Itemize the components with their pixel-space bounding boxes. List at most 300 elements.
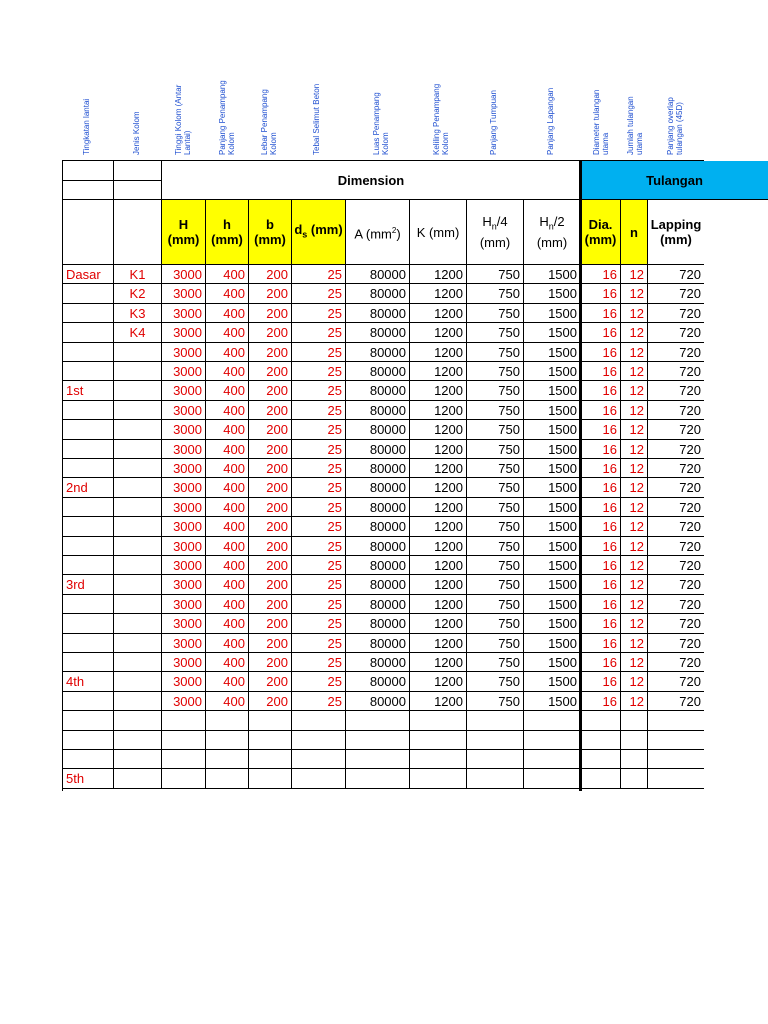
data-cell[interactable]: 16 xyxy=(581,537,621,556)
data-cell[interactable]: 80000 xyxy=(346,556,410,575)
data-cell[interactable]: 25 xyxy=(292,362,346,381)
data-cell[interactable]: 16 xyxy=(581,420,621,440)
floor-cell[interactable] xyxy=(63,517,114,537)
floor-cell[interactable] xyxy=(63,653,114,672)
floor-cell[interactable] xyxy=(63,692,114,711)
column-header-5[interactable] xyxy=(346,200,410,265)
data-cell[interactable]: 1200 xyxy=(410,595,467,614)
data-cell[interactable]: 200 xyxy=(249,556,292,575)
data-cell[interactable]: 12 xyxy=(621,381,648,401)
floor-cell[interactable] xyxy=(63,343,114,362)
data-cell[interactable]: 16 xyxy=(581,517,621,537)
data-cell[interactable]: 25 xyxy=(292,692,346,711)
data-cell[interactable] xyxy=(648,731,704,750)
data-cell[interactable]: 750 xyxy=(467,284,524,304)
data-cell[interactable]: 16 xyxy=(581,595,621,614)
data-cell[interactable] xyxy=(410,731,467,750)
data-cell[interactable]: 750 xyxy=(467,595,524,614)
data-cell[interactable]: 80000 xyxy=(346,440,410,459)
data-cell[interactable]: 1500 xyxy=(524,265,581,284)
data-cell[interactable]: 1200 xyxy=(410,537,467,556)
data-cell[interactable]: 750 xyxy=(467,343,524,362)
data-cell[interactable]: 25 xyxy=(292,284,346,304)
data-cell[interactable]: 1200 xyxy=(410,672,467,692)
data-cell[interactable]: 750 xyxy=(467,265,524,284)
floor-cell[interactable] xyxy=(63,537,114,556)
data-cell[interactable]: 80000 xyxy=(346,692,410,711)
floor-cell[interactable] xyxy=(63,284,114,304)
data-cell[interactable]: 25 xyxy=(292,556,346,575)
data-cell[interactable]: 720 xyxy=(648,672,704,692)
dimension-group-header[interactable]: Dimension xyxy=(162,161,581,200)
data-cell[interactable]: 1500 xyxy=(524,556,581,575)
data-cell[interactable]: 720 xyxy=(648,420,704,440)
column-type-cell[interactable] xyxy=(114,575,162,595)
data-cell[interactable]: 400 xyxy=(206,692,249,711)
column-type-cell[interactable] xyxy=(114,769,162,789)
column-type-cell[interactable] xyxy=(114,517,162,537)
data-cell[interactable]: 12 xyxy=(621,343,648,362)
data-cell[interactable]: 80000 xyxy=(346,323,410,343)
data-cell[interactable]: 1500 xyxy=(524,401,581,420)
floor-cell[interactable]: 3rd xyxy=(63,575,114,595)
data-cell[interactable]: 12 xyxy=(621,362,648,381)
data-cell[interactable] xyxy=(206,711,249,731)
data-cell[interactable]: 750 xyxy=(467,517,524,537)
data-cell[interactable]: 25 xyxy=(292,420,346,440)
header-empty-cell[interactable] xyxy=(114,200,162,265)
data-cell[interactable]: 25 xyxy=(292,343,346,362)
column-header-7[interactable] xyxy=(467,200,524,265)
data-cell[interactable]: 720 xyxy=(648,653,704,672)
data-cell[interactable]: 1500 xyxy=(524,420,581,440)
data-cell[interactable]: 25 xyxy=(292,634,346,653)
data-cell[interactable]: 12 xyxy=(621,672,648,692)
data-cell[interactable]: 400 xyxy=(206,323,249,343)
data-cell[interactable]: 750 xyxy=(467,498,524,517)
data-cell[interactable]: 200 xyxy=(249,537,292,556)
floor-cell[interactable] xyxy=(63,459,114,478)
data-cell[interactable]: 1200 xyxy=(410,459,467,478)
data-cell[interactable]: 16 xyxy=(581,304,621,323)
data-cell[interactable]: 1500 xyxy=(524,323,581,343)
data-cell[interactable] xyxy=(524,711,581,731)
data-cell[interactable]: 80000 xyxy=(346,672,410,692)
column-type-cell[interactable] xyxy=(114,440,162,459)
data-cell[interactable]: 25 xyxy=(292,401,346,420)
data-cell[interactable]: 720 xyxy=(648,634,704,653)
data-cell[interactable]: 1500 xyxy=(524,595,581,614)
floor-cell[interactable] xyxy=(63,440,114,459)
data-cell[interactable] xyxy=(467,750,524,769)
data-cell[interactable]: 1500 xyxy=(524,498,581,517)
data-cell[interactable]: 200 xyxy=(249,575,292,595)
data-cell[interactable]: 3000 xyxy=(162,323,206,343)
column-type-cell[interactable] xyxy=(114,362,162,381)
data-cell[interactable]: 80000 xyxy=(346,634,410,653)
data-cell[interactable] xyxy=(162,769,206,789)
data-cell[interactable]: 80000 xyxy=(346,537,410,556)
data-cell[interactable]: 16 xyxy=(581,614,621,634)
data-cell[interactable]: 3000 xyxy=(162,556,206,575)
data-cell[interactable]: 25 xyxy=(292,517,346,537)
data-cell[interactable]: 25 xyxy=(292,614,346,634)
data-cell[interactable]: 720 xyxy=(648,381,704,401)
data-cell[interactable]: 1200 xyxy=(410,381,467,401)
floor-cell[interactable] xyxy=(63,711,114,731)
data-cell[interactable]: 12 xyxy=(621,556,648,575)
data-cell[interactable]: 1200 xyxy=(410,362,467,381)
data-cell[interactable]: 720 xyxy=(648,478,704,498)
column-type-cell[interactable] xyxy=(114,420,162,440)
data-cell[interactable]: 750 xyxy=(467,692,524,711)
column-header-10[interactable] xyxy=(621,200,648,265)
data-cell[interactable] xyxy=(206,769,249,789)
data-cell[interactable]: 3000 xyxy=(162,672,206,692)
data-cell[interactable]: 200 xyxy=(249,459,292,478)
data-cell[interactable]: 80000 xyxy=(346,478,410,498)
data-cell[interactable]: 200 xyxy=(249,634,292,653)
data-cell[interactable]: 200 xyxy=(249,440,292,459)
data-cell[interactable]: 80000 xyxy=(346,362,410,381)
data-cell[interactable]: 750 xyxy=(467,537,524,556)
data-cell[interactable]: 400 xyxy=(206,634,249,653)
column-type-cell[interactable] xyxy=(114,653,162,672)
floor-cell[interactable] xyxy=(63,614,114,634)
header-empty-cell[interactable] xyxy=(63,200,114,265)
data-cell[interactable] xyxy=(346,769,410,789)
data-cell[interactable]: 200 xyxy=(249,304,292,323)
data-cell[interactable]: 1500 xyxy=(524,304,581,323)
data-cell[interactable]: 1500 xyxy=(524,440,581,459)
data-cell[interactable]: 750 xyxy=(467,401,524,420)
data-cell[interactable]: 200 xyxy=(249,323,292,343)
data-cell[interactable]: 200 xyxy=(249,401,292,420)
data-cell[interactable]: 3000 xyxy=(162,440,206,459)
data-cell[interactable]: 1500 xyxy=(524,634,581,653)
column-type-cell[interactable]: K4 xyxy=(114,323,162,343)
column-type-cell[interactable]: K2 xyxy=(114,284,162,304)
column-type-cell[interactable] xyxy=(114,459,162,478)
data-cell[interactable]: 12 xyxy=(621,420,648,440)
column-type-cell[interactable] xyxy=(114,401,162,420)
data-cell[interactable]: 1200 xyxy=(410,498,467,517)
data-cell[interactable]: 12 xyxy=(621,517,648,537)
column-type-cell[interactable] xyxy=(114,711,162,731)
floor-cell[interactable]: Dasar xyxy=(63,265,114,284)
data-cell[interactable]: 720 xyxy=(648,517,704,537)
data-cell[interactable]: 1500 xyxy=(524,517,581,537)
data-cell[interactable]: 720 xyxy=(648,692,704,711)
data-cell[interactable]: 400 xyxy=(206,401,249,420)
data-cell[interactable]: 12 xyxy=(621,401,648,420)
data-cell[interactable] xyxy=(206,750,249,769)
data-cell[interactable]: 25 xyxy=(292,672,346,692)
data-cell[interactable]: 750 xyxy=(467,440,524,459)
data-cell[interactable]: 1200 xyxy=(410,653,467,672)
data-cell[interactable]: 1200 xyxy=(410,692,467,711)
data-cell[interactable]: 16 xyxy=(581,265,621,284)
data-cell[interactable]: 1500 xyxy=(524,575,581,595)
data-cell[interactable]: 12 xyxy=(621,575,648,595)
header-empty-cell[interactable] xyxy=(63,181,114,200)
data-cell[interactable]: 720 xyxy=(648,575,704,595)
data-cell[interactable] xyxy=(621,711,648,731)
data-cell[interactable]: 80000 xyxy=(346,401,410,420)
data-cell[interactable]: 80000 xyxy=(346,381,410,401)
data-cell[interactable]: 400 xyxy=(206,672,249,692)
data-cell[interactable]: 720 xyxy=(648,284,704,304)
data-cell[interactable]: 720 xyxy=(648,343,704,362)
data-cell[interactable]: 720 xyxy=(648,323,704,343)
column-type-cell[interactable]: K1 xyxy=(114,265,162,284)
data-cell[interactable]: 750 xyxy=(467,362,524,381)
column-header-11[interactable] xyxy=(648,200,704,265)
data-cell[interactable]: 3000 xyxy=(162,381,206,401)
data-cell[interactable]: 750 xyxy=(467,575,524,595)
data-cell[interactable] xyxy=(410,769,467,789)
data-cell[interactable]: 25 xyxy=(292,440,346,459)
floor-cell[interactable] xyxy=(63,731,114,750)
floor-cell[interactable] xyxy=(63,323,114,343)
data-cell[interactable]: 720 xyxy=(648,459,704,478)
data-cell[interactable]: 16 xyxy=(581,653,621,672)
data-cell[interactable] xyxy=(346,731,410,750)
data-cell[interactable]: 16 xyxy=(581,381,621,401)
column-header-4[interactable] xyxy=(292,200,346,265)
data-cell[interactable] xyxy=(249,750,292,769)
data-cell[interactable]: 3000 xyxy=(162,653,206,672)
data-cell[interactable]: 750 xyxy=(467,381,524,401)
data-cell[interactable]: 400 xyxy=(206,304,249,323)
data-cell[interactable]: 25 xyxy=(292,478,346,498)
data-cell[interactable]: 25 xyxy=(292,498,346,517)
data-cell[interactable]: 750 xyxy=(467,634,524,653)
data-cell[interactable] xyxy=(162,731,206,750)
data-cell[interactable]: 1200 xyxy=(410,304,467,323)
data-cell[interactable]: 200 xyxy=(249,614,292,634)
column-type-cell[interactable] xyxy=(114,672,162,692)
floor-cell[interactable] xyxy=(63,304,114,323)
data-cell[interactable]: 25 xyxy=(292,537,346,556)
data-cell[interactable] xyxy=(162,750,206,769)
data-cell[interactable]: 400 xyxy=(206,614,249,634)
data-cell[interactable]: 12 xyxy=(621,459,648,478)
data-cell[interactable]: 3000 xyxy=(162,614,206,634)
data-cell[interactable] xyxy=(581,769,621,789)
data-cell[interactable]: 200 xyxy=(249,362,292,381)
data-cell[interactable] xyxy=(206,731,249,750)
data-cell[interactable]: 25 xyxy=(292,381,346,401)
data-cell[interactable]: 3000 xyxy=(162,459,206,478)
data-cell[interactable]: 400 xyxy=(206,595,249,614)
data-cell[interactable]: 720 xyxy=(648,362,704,381)
data-cell[interactable]: 200 xyxy=(249,420,292,440)
data-cell[interactable]: 200 xyxy=(249,653,292,672)
data-cell[interactable]: 400 xyxy=(206,265,249,284)
floor-cell[interactable] xyxy=(63,362,114,381)
data-cell[interactable]: 3000 xyxy=(162,401,206,420)
data-cell[interactable]: 16 xyxy=(581,556,621,575)
floor-cell[interactable] xyxy=(63,634,114,653)
data-cell[interactable] xyxy=(524,731,581,750)
data-cell[interactable]: 400 xyxy=(206,537,249,556)
data-cell[interactable]: 80000 xyxy=(346,595,410,614)
floor-cell[interactable]: 4th xyxy=(63,672,114,692)
data-cell[interactable]: 400 xyxy=(206,420,249,440)
data-cell[interactable]: 25 xyxy=(292,304,346,323)
data-cell[interactable]: 200 xyxy=(249,478,292,498)
data-cell[interactable]: 16 xyxy=(581,478,621,498)
data-cell[interactable]: 16 xyxy=(581,284,621,304)
data-cell[interactable]: 720 xyxy=(648,265,704,284)
data-cell[interactable] xyxy=(648,750,704,769)
data-cell[interactable]: 750 xyxy=(467,556,524,575)
data-cell[interactable]: 3000 xyxy=(162,284,206,304)
data-cell[interactable]: 12 xyxy=(621,537,648,556)
data-cell[interactable]: 200 xyxy=(249,265,292,284)
data-cell[interactable]: 750 xyxy=(467,420,524,440)
data-cell[interactable]: 80000 xyxy=(346,614,410,634)
data-cell[interactable]: 1200 xyxy=(410,440,467,459)
data-cell[interactable]: 16 xyxy=(581,459,621,478)
column-type-cell[interactable] xyxy=(114,537,162,556)
data-cell[interactable]: 1500 xyxy=(524,478,581,498)
data-cell[interactable]: 12 xyxy=(621,692,648,711)
floor-cell[interactable]: 2nd xyxy=(63,478,114,498)
data-cell[interactable]: 400 xyxy=(206,478,249,498)
data-cell[interactable] xyxy=(581,711,621,731)
data-cell[interactable] xyxy=(524,750,581,769)
data-cell[interactable]: 400 xyxy=(206,343,249,362)
data-cell[interactable]: 3000 xyxy=(162,634,206,653)
data-cell[interactable]: 80000 xyxy=(346,459,410,478)
data-cell[interactable]: 1500 xyxy=(524,381,581,401)
floor-cell[interactable]: 5th xyxy=(63,769,114,789)
data-cell[interactable]: 720 xyxy=(648,304,704,323)
column-type-cell[interactable] xyxy=(114,381,162,401)
data-cell[interactable]: 3000 xyxy=(162,692,206,711)
data-cell[interactable]: 80000 xyxy=(346,575,410,595)
column-type-cell[interactable] xyxy=(114,731,162,750)
data-cell[interactable]: 200 xyxy=(249,692,292,711)
data-cell[interactable]: 12 xyxy=(621,653,648,672)
data-cell[interactable]: 16 xyxy=(581,343,621,362)
data-cell[interactable]: 1200 xyxy=(410,420,467,440)
column-header-3[interactable] xyxy=(249,200,292,265)
data-cell[interactable]: 3000 xyxy=(162,420,206,440)
header-empty-cell[interactable] xyxy=(114,181,162,200)
column-type-cell[interactable] xyxy=(114,498,162,517)
floor-cell[interactable] xyxy=(63,595,114,614)
data-cell[interactable]: 400 xyxy=(206,459,249,478)
column-type-cell[interactable]: K3 xyxy=(114,304,162,323)
data-cell[interactable]: 200 xyxy=(249,343,292,362)
data-cell[interactable]: 80000 xyxy=(346,284,410,304)
data-cell[interactable]: 1200 xyxy=(410,634,467,653)
header-empty-cell[interactable] xyxy=(63,161,114,181)
data-cell[interactable]: 3000 xyxy=(162,265,206,284)
data-cell[interactable]: 400 xyxy=(206,556,249,575)
data-cell[interactable]: 750 xyxy=(467,653,524,672)
data-cell[interactable]: 80000 xyxy=(346,265,410,284)
column-type-cell[interactable] xyxy=(114,750,162,769)
data-cell[interactable] xyxy=(621,731,648,750)
data-cell[interactable] xyxy=(346,750,410,769)
data-cell[interactable]: 1200 xyxy=(410,575,467,595)
data-cell[interactable] xyxy=(410,711,467,731)
data-cell[interactable]: 1200 xyxy=(410,265,467,284)
header-empty-cell[interactable] xyxy=(114,161,162,181)
data-cell[interactable]: 400 xyxy=(206,284,249,304)
data-cell[interactable]: 400 xyxy=(206,653,249,672)
data-cell[interactable]: 720 xyxy=(648,614,704,634)
data-cell[interactable]: 750 xyxy=(467,304,524,323)
data-cell[interactable]: 12 xyxy=(621,304,648,323)
data-cell[interactable]: 1200 xyxy=(410,343,467,362)
data-cell[interactable]: 80000 xyxy=(346,517,410,537)
data-cell[interactable]: 400 xyxy=(206,362,249,381)
data-cell[interactable]: 80000 xyxy=(346,653,410,672)
data-cell[interactable]: 1500 xyxy=(524,653,581,672)
data-cell[interactable] xyxy=(621,769,648,789)
data-cell[interactable]: 1200 xyxy=(410,556,467,575)
data-cell[interactable]: 1500 xyxy=(524,672,581,692)
data-cell[interactable]: 750 xyxy=(467,672,524,692)
data-cell[interactable]: 720 xyxy=(648,498,704,517)
data-cell[interactable]: 720 xyxy=(648,440,704,459)
data-cell[interactable]: 12 xyxy=(621,284,648,304)
data-cell[interactable] xyxy=(292,750,346,769)
floor-cell[interactable] xyxy=(63,420,114,440)
data-cell[interactable]: 1500 xyxy=(524,537,581,556)
data-cell[interactable] xyxy=(467,731,524,750)
data-cell[interactable]: 400 xyxy=(206,498,249,517)
data-cell[interactable] xyxy=(346,711,410,731)
data-cell[interactable] xyxy=(249,769,292,789)
data-cell[interactable]: 25 xyxy=(292,265,346,284)
data-cell[interactable] xyxy=(292,711,346,731)
column-header-9[interactable] xyxy=(581,200,621,265)
data-cell[interactable]: 16 xyxy=(581,401,621,420)
data-cell[interactable] xyxy=(249,711,292,731)
data-cell[interactable]: 720 xyxy=(648,401,704,420)
data-cell[interactable]: 16 xyxy=(581,498,621,517)
data-cell[interactable]: 3000 xyxy=(162,537,206,556)
data-cell[interactable]: 200 xyxy=(249,595,292,614)
data-cell[interactable]: 400 xyxy=(206,575,249,595)
tulangan-group-header[interactable]: Tulangan xyxy=(581,161,768,200)
column-header-6[interactable] xyxy=(410,200,467,265)
data-cell[interactable] xyxy=(467,711,524,731)
data-cell[interactable]: 16 xyxy=(581,362,621,381)
column-type-cell[interactable] xyxy=(114,634,162,653)
data-cell[interactable]: 12 xyxy=(621,595,648,614)
column-type-cell[interactable] xyxy=(114,595,162,614)
data-cell[interactable]: 200 xyxy=(249,672,292,692)
data-cell[interactable]: 12 xyxy=(621,634,648,653)
data-cell[interactable]: 1200 xyxy=(410,478,467,498)
data-cell[interactable]: 750 xyxy=(467,478,524,498)
floor-cell[interactable]: 1st xyxy=(63,381,114,401)
column-header-2[interactable] xyxy=(206,200,249,265)
data-cell[interactable]: 1500 xyxy=(524,459,581,478)
data-cell[interactable]: 750 xyxy=(467,459,524,478)
column-type-cell[interactable] xyxy=(114,478,162,498)
data-cell[interactable]: 16 xyxy=(581,323,621,343)
data-cell[interactable]: 1200 xyxy=(410,401,467,420)
column-header-8[interactable] xyxy=(524,200,581,265)
